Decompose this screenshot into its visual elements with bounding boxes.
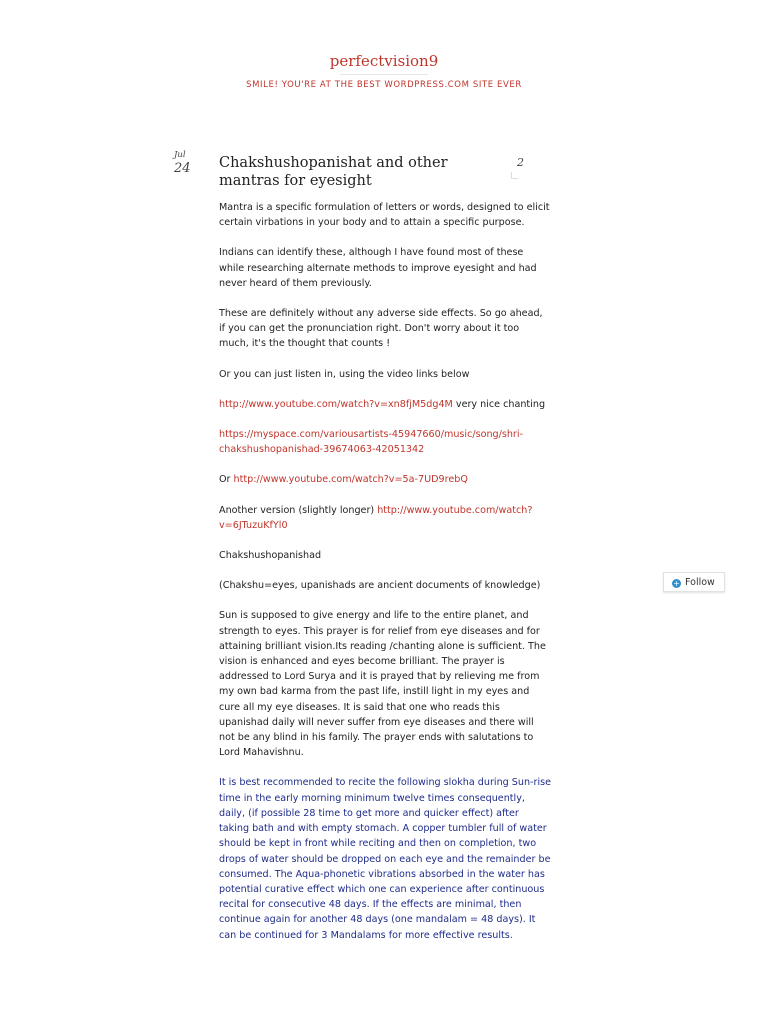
paragraph: Mantra is a specific formulation of letters or words, designed to elicit certain virbations in your body and to attain a specific purpose. xyxy=(219,202,550,229)
paragraph: These are definitely without any adverse side effects. So go ahead, if you can get the pronunciation right. Don't worry about it too much, it's the thought that counts ! xyxy=(219,308,543,350)
paragraph xyxy=(219,472,551,487)
paragraph: Sun is supposed to give energy and life to the entire planet, and strength to eyes. This prayer is for relief from eye diseases and for attaining brilliant vision.Its reading /chanting alone is sufficient. The vision is enhanced and eyes become brilliant. The prayer is addressed to Lord Surya and it is prayed that by relieving me from my own bad karma from the past life, instill light in my eyes and cure all my eye diseases. It is said that one who reads this upanishad daily will never suffer from eye diseases and there will not be any blind in his family. The prayer ends with salutations to Lord Mahavishnu. xyxy=(219,610,546,759)
paragraph xyxy=(219,397,551,412)
paragraph: It is best recommended to recite the following slokha during Sun-rise time in the early morning minimum twelve times consequently, daily, (if possible 28 time to get more and quicker effect) after taking bath and with empty stomach. A copper tumbler full of water should be kept in front while reciting and then on completion, two drops of water should be dropped on each eye and the remainder be consumed. The Aqua-phonetic vibrations absorbed in the water has potential curative effect which one can experience after continuous recital for consecutive 48 days. If the effects are minimal, then continue again for another 48 days (one mandalam = 48 days). It can be continued for 3 Mandalams for more effective results. xyxy=(219,777,552,941)
site-title[interactable]: perfectvision9 xyxy=(329,52,439,70)
plus-circle-icon: + xyxy=(673,579,680,588)
paragraph xyxy=(219,503,551,533)
comments-link[interactable] xyxy=(511,156,531,178)
post-date-day: 24 xyxy=(174,161,191,176)
post-content xyxy=(219,200,551,958)
paragraph xyxy=(219,427,551,457)
link-description: very nice chanting xyxy=(452,398,546,410)
follow-label: Follow xyxy=(685,577,715,588)
comment-bubble-icon xyxy=(511,172,518,179)
paragraph: Indians can identify these, although I have found most of these while researching alternate methods to improve eyesight and had never heard of them previously. xyxy=(219,247,537,289)
paragraph: Chakshushopanishad xyxy=(219,550,322,562)
youtube-link-3[interactable]: http://www.youtube.com/watch?v=6JTuzuKfYl0 xyxy=(219,504,533,531)
follow-button[interactable] xyxy=(663,572,725,592)
myspace-link[interactable]: https://myspace.com/variousartists-45947660/music/song/shri-chakshushopanishad-39674063-42051342 xyxy=(219,429,523,456)
youtube-link-1[interactable]: http://www.youtube.com/watch?v=xn8fjM5dg4M xyxy=(219,398,453,410)
post-date-month: Jul xyxy=(174,150,186,160)
youtube-link-2[interactable]: http://www.youtube.com/watch?v=5a-7UD9rebQ xyxy=(233,474,468,486)
paragraph: Or you can just listen in, using the video links below xyxy=(219,368,470,380)
link-prefix: Another version (slightly longer) xyxy=(219,504,378,516)
comment-count: 2 xyxy=(517,156,524,169)
site-tagline: SMILE! YOU'RE AT THE BEST WORDPRESS.COM SITE EVER xyxy=(246,80,522,90)
post-date xyxy=(174,150,191,176)
link-prefix: Or xyxy=(219,474,234,486)
title-divider xyxy=(340,74,428,75)
post-title[interactable]: Chakshushopanishat and other mantras for eyesight xyxy=(219,155,448,189)
paragraph: (Chakshu=eyes, upanishads are ancient documents of knowledge) xyxy=(219,580,541,592)
